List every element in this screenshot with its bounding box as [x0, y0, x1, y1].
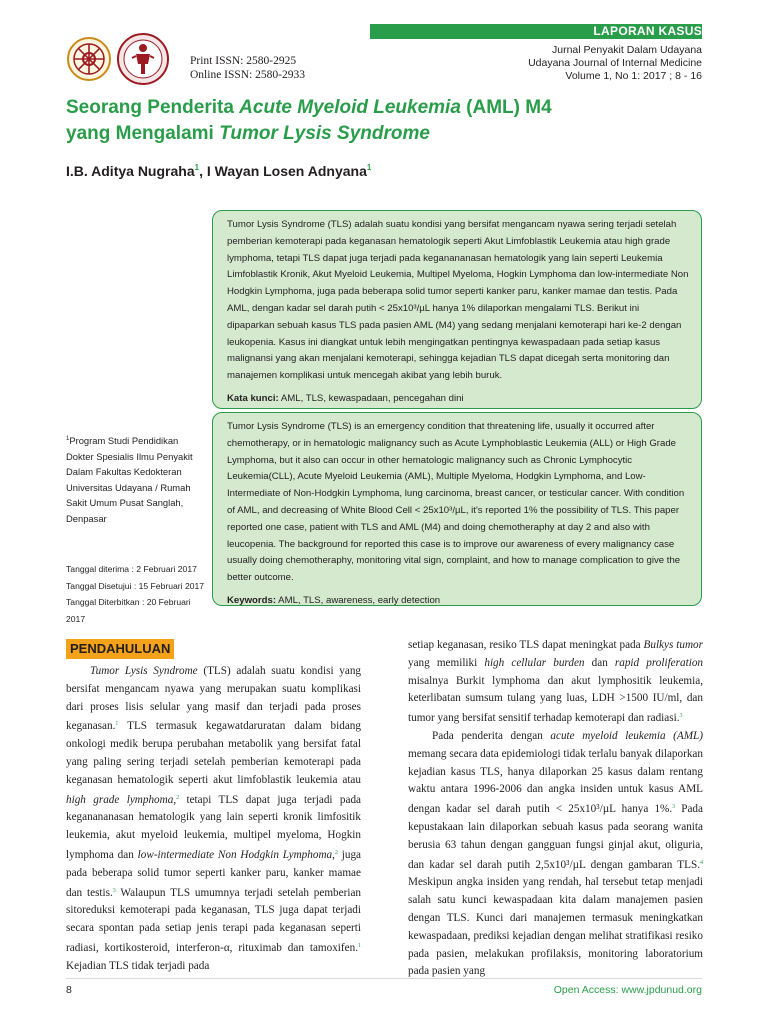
text: , [173, 793, 177, 806]
text: Pada kepustakaan lain dilaporkan sebuah kasus pada seorang wanita berusia 63 tahun dengan gangguan fungsi ginjal akut, oliguria, dan kadar sel darah putih 2,5x10³/µL dengan gambaran TLS. [408, 803, 703, 871]
body-column-left [66, 663, 361, 976]
text: yang memiliki [408, 656, 485, 669]
date-published: Tanggal Diterbitkan : 20 Februari 2017 [66, 597, 191, 624]
title-part: (AML) M4 [460, 97, 552, 118]
keywords-label: Keywords: [227, 594, 277, 606]
citation: 2 [334, 849, 338, 856]
citation: 3 [112, 887, 116, 894]
term: high grade lymphoma [66, 793, 174, 806]
text: Kejadian TLS tidak terjadi pada [66, 959, 210, 972]
affiliation [66, 432, 206, 526]
keywords [227, 593, 689, 610]
journal-volume: Volume 1, No 1: 2017 ; 8 - 16 [565, 70, 702, 82]
text: misalnya Burkit lymphoma dan akut lymphositik leukemia, keterlibatan sumsum tulang yang luas, LDH >1500 IU/ml, dan tumor yang bersifat sensitif terhadap kemoterapi dan radiasi. [408, 674, 703, 725]
title-emphasis: Acute Myeloid Leukemia [239, 97, 461, 118]
author-name: I.B. Aditya Nugraha [66, 163, 195, 179]
print-issn: Print ISSN: 2580-2925 [190, 55, 297, 67]
term: rapid proliferation [614, 656, 704, 669]
issn-info [190, 54, 305, 82]
author-name: I Wayan Losen Adnyana [206, 163, 367, 179]
journal-name-id: Jurnal Penyakit Dalam Udayana [552, 44, 702, 56]
text: tetapi TLS dapat juga terjadi pada keganananasan hematologik yang lain seperti kronik limfositik leukemia, akut myeloid leukemia, multipel myeloma, Hogkin lymphoma dan [66, 793, 361, 861]
online-issn: Online ISSN: 2580-2933 [190, 69, 305, 81]
text: Pada penderita dengan [432, 729, 551, 742]
author-affiliation-mark: 1 [366, 163, 372, 172]
paragraph [408, 637, 703, 728]
page-number: 8 [66, 984, 72, 996]
term: Bulkys tumor [643, 639, 703, 651]
term: high cellular burden [484, 656, 585, 669]
paragraph [66, 663, 361, 976]
paragraph [408, 728, 703, 981]
term: Tumor Lysis Syndrome [90, 665, 198, 677]
citation: 3 [679, 713, 683, 720]
text: (TLS) adalah suatu kondisi yang bersifat mengancam nyawa yang merupakan suatu komplikasi dari proses lisis selular yang masif dan terjadi pada proses keganasan. [66, 665, 362, 733]
journal-name-en: Udayana Journal of Internal Medicine [528, 57, 702, 69]
term: acute myeloid leukemia (AML) [550, 729, 703, 742]
author-separator: , [199, 163, 207, 179]
journal-info [528, 44, 702, 83]
title-emphasis: Tumor Lysis Syndrome [219, 123, 430, 144]
article-dates [66, 561, 211, 627]
affiliation-mark: 1 [66, 436, 70, 442]
date-approved: Tanggal Disetujui : 15 Februari 2017 [66, 580, 205, 591]
term: low-intermediate Non Hodgkin Lymphoma [137, 848, 333, 861]
open-access-label: Open Access: [553, 984, 622, 996]
journal-emblem-icon [116, 32, 170, 86]
title-part: yang Mengalami [66, 123, 220, 144]
abstract-text: Tumor Lysis Syndrome (TLS) is an emergency condition that threatening life, usually it occurred after chemotherapy, or in hematologic malignancy such as Acute Lymphoblastic Leukemia (ALL) or High Grade Lymphoma, but it also can occur in other hematologic malignancy such as Chronic Lymphocytic Leukemia(CLL), Acute Myeloid Leukemia (AML), Multiple Myeloma, Hodgkin Lymphoma, and Low-Intermediate of Non-Hodgkin Lymphoma, lung carcinoma, breast cancer, or testicular cancer. With condition of AML, and decreasing of White Blood Cell < 25x10³/µL, it's reported 1% the possibility of TLS. This paper reported one case, patient with TLS and AML (M4) and doing chemotheraphy at day 2 and also with leucopenia. The background for reported this case is to improve our awareness of every malignancy case usually doing chemotheraphy, monitoring vital sign, complaint, and how to manage complication to give the better outcome. [227, 421, 685, 584]
university-seal-icon [66, 36, 112, 82]
text: dan [584, 656, 615, 669]
title-part: Seorang Penderita [66, 97, 240, 118]
affiliation-text: Program Studi Pendidikan Dokter Spesialis Ilmu Penyakit Dalam Fakultas Kedokteran Universitas Udayana / Rumah Sakit Umum Pusat Sanglah, Denpasar [66, 435, 193, 524]
citation: 1 [358, 942, 361, 949]
open-access-note [554, 984, 702, 996]
text: Walaupun TLS umumnya terjadi setelah pemberian sitoreduksi kemoterapi pada keganasan, TLS juga dapat terjadi secara spontan pada setiap jenis terapi pada keganasan seperti radiasi, kortikosteroid, interferon-α, rituximab dan tamoxifen. [66, 886, 362, 954]
date-received: Tanggal diterima : 2 Februari 2017 [66, 564, 197, 574]
text: , [332, 848, 335, 861]
citation: 4 [700, 859, 703, 866]
body-column-right [408, 637, 703, 981]
text: juga pada beberapa solid tumor seperti kanker paru, kanker mamae dan testis. [66, 848, 362, 899]
text: memang secara data epidemiologi tidak terlalu banyak dilaporkan kejadian kasus TLS, hanya dilaporkan 25 kasus dalam rentang waktu antara 1996-2006 dan angka insiden untuk kasus AML dengan kadar sel darah putih < 25x10³/µL hanya 1%. [408, 747, 703, 816]
abstract-text: Tumor Lysis Syndrome (TLS) adalah suatu kondisi yang bersifat mengancam nyawa sering terjadi setelah pemberian kemoterapi pada keganasan hematologik seperti Akut Limfoblastik Leukemia atau high grade lymphoma, tetapi TLS dapat juga terjadi pada keganananasan hematologik yang lain seperti Leukemia Limfoblastik Kronik, Akut Myeloid Leukemia, Multipel Myeloma, Hogkin Lymphoma dan low-intermediate Non Hodgkin Lymphoma, juga pada beberapa solid tumor seperti kanker paru, kanker mamae dan testis. Pada AML, dengan kadar sel darah putih < 25x10³/µL hanya 1% dilaporkan mengalami TLS. Berikut ini dipaparkan sebuah kasus TLS pada pasien AML (M4) yang sedang menjalani kemoterapi hari ke-2 dengan leukopenia. Kasus ini diangkat untuk lebih mengingatkan pentingnya kewaspadaan pada setiap kasus malignansi yang akan menjalani kemoterapi, sehingga kejadian TLS dapat dicegah serta monitoring dan manajemen komplikasi untuk mencegah akibat yang lebih buruk. [227, 219, 689, 382]
abstract-indonesian [212, 210, 702, 409]
keywords-text: AML, TLS, awareness, early detection [276, 594, 441, 606]
footer-divider [66, 978, 702, 979]
authors [66, 163, 371, 179]
section-label: LAPORAN KASUS [593, 24, 702, 38]
journal-url-link[interactable]: www.jpdunud.org [621, 984, 702, 996]
citation: 1 [115, 721, 119, 728]
abstract-english [212, 412, 702, 606]
text: Meskipun angka insiden yang rendah, hal tersebut tetap menjadi salah satu kunci kewaspadaan kita dalam manajemen pasien dengan TLS. Kunci dari manajemen termasuk meningkatkan kewaspadaan, prediksi kejadian dengan melihat stratifikasi resiko pada pasien, melakukan profilaksis, monitoring laboratorium pada pasien yang [408, 876, 703, 978]
section-heading: PENDAHULUAN [66, 639, 174, 659]
citation: 2 [176, 794, 180, 801]
keywords-text: AML, TLS, kewaspadaan, pencegahan dini [278, 392, 464, 404]
text: TLS termasuk kegawatdaruratan dalam bidang onkologi medik berupa perubahan metabolik yang bersifat fatal yang paling sering terjadi setelah pemberian kemoterapi pada keganasan hematologik seperti akut limfoblastik leukemia atau [66, 720, 361, 786]
keywords-label: Kata kunci: [227, 392, 279, 404]
text: setiap keganasan, resiko TLS dapat meningkat pada [408, 639, 644, 651]
keywords [227, 391, 689, 408]
citation: 3 [672, 804, 676, 811]
article-title [66, 95, 706, 147]
author-affiliation-mark: 1 [194, 163, 200, 172]
